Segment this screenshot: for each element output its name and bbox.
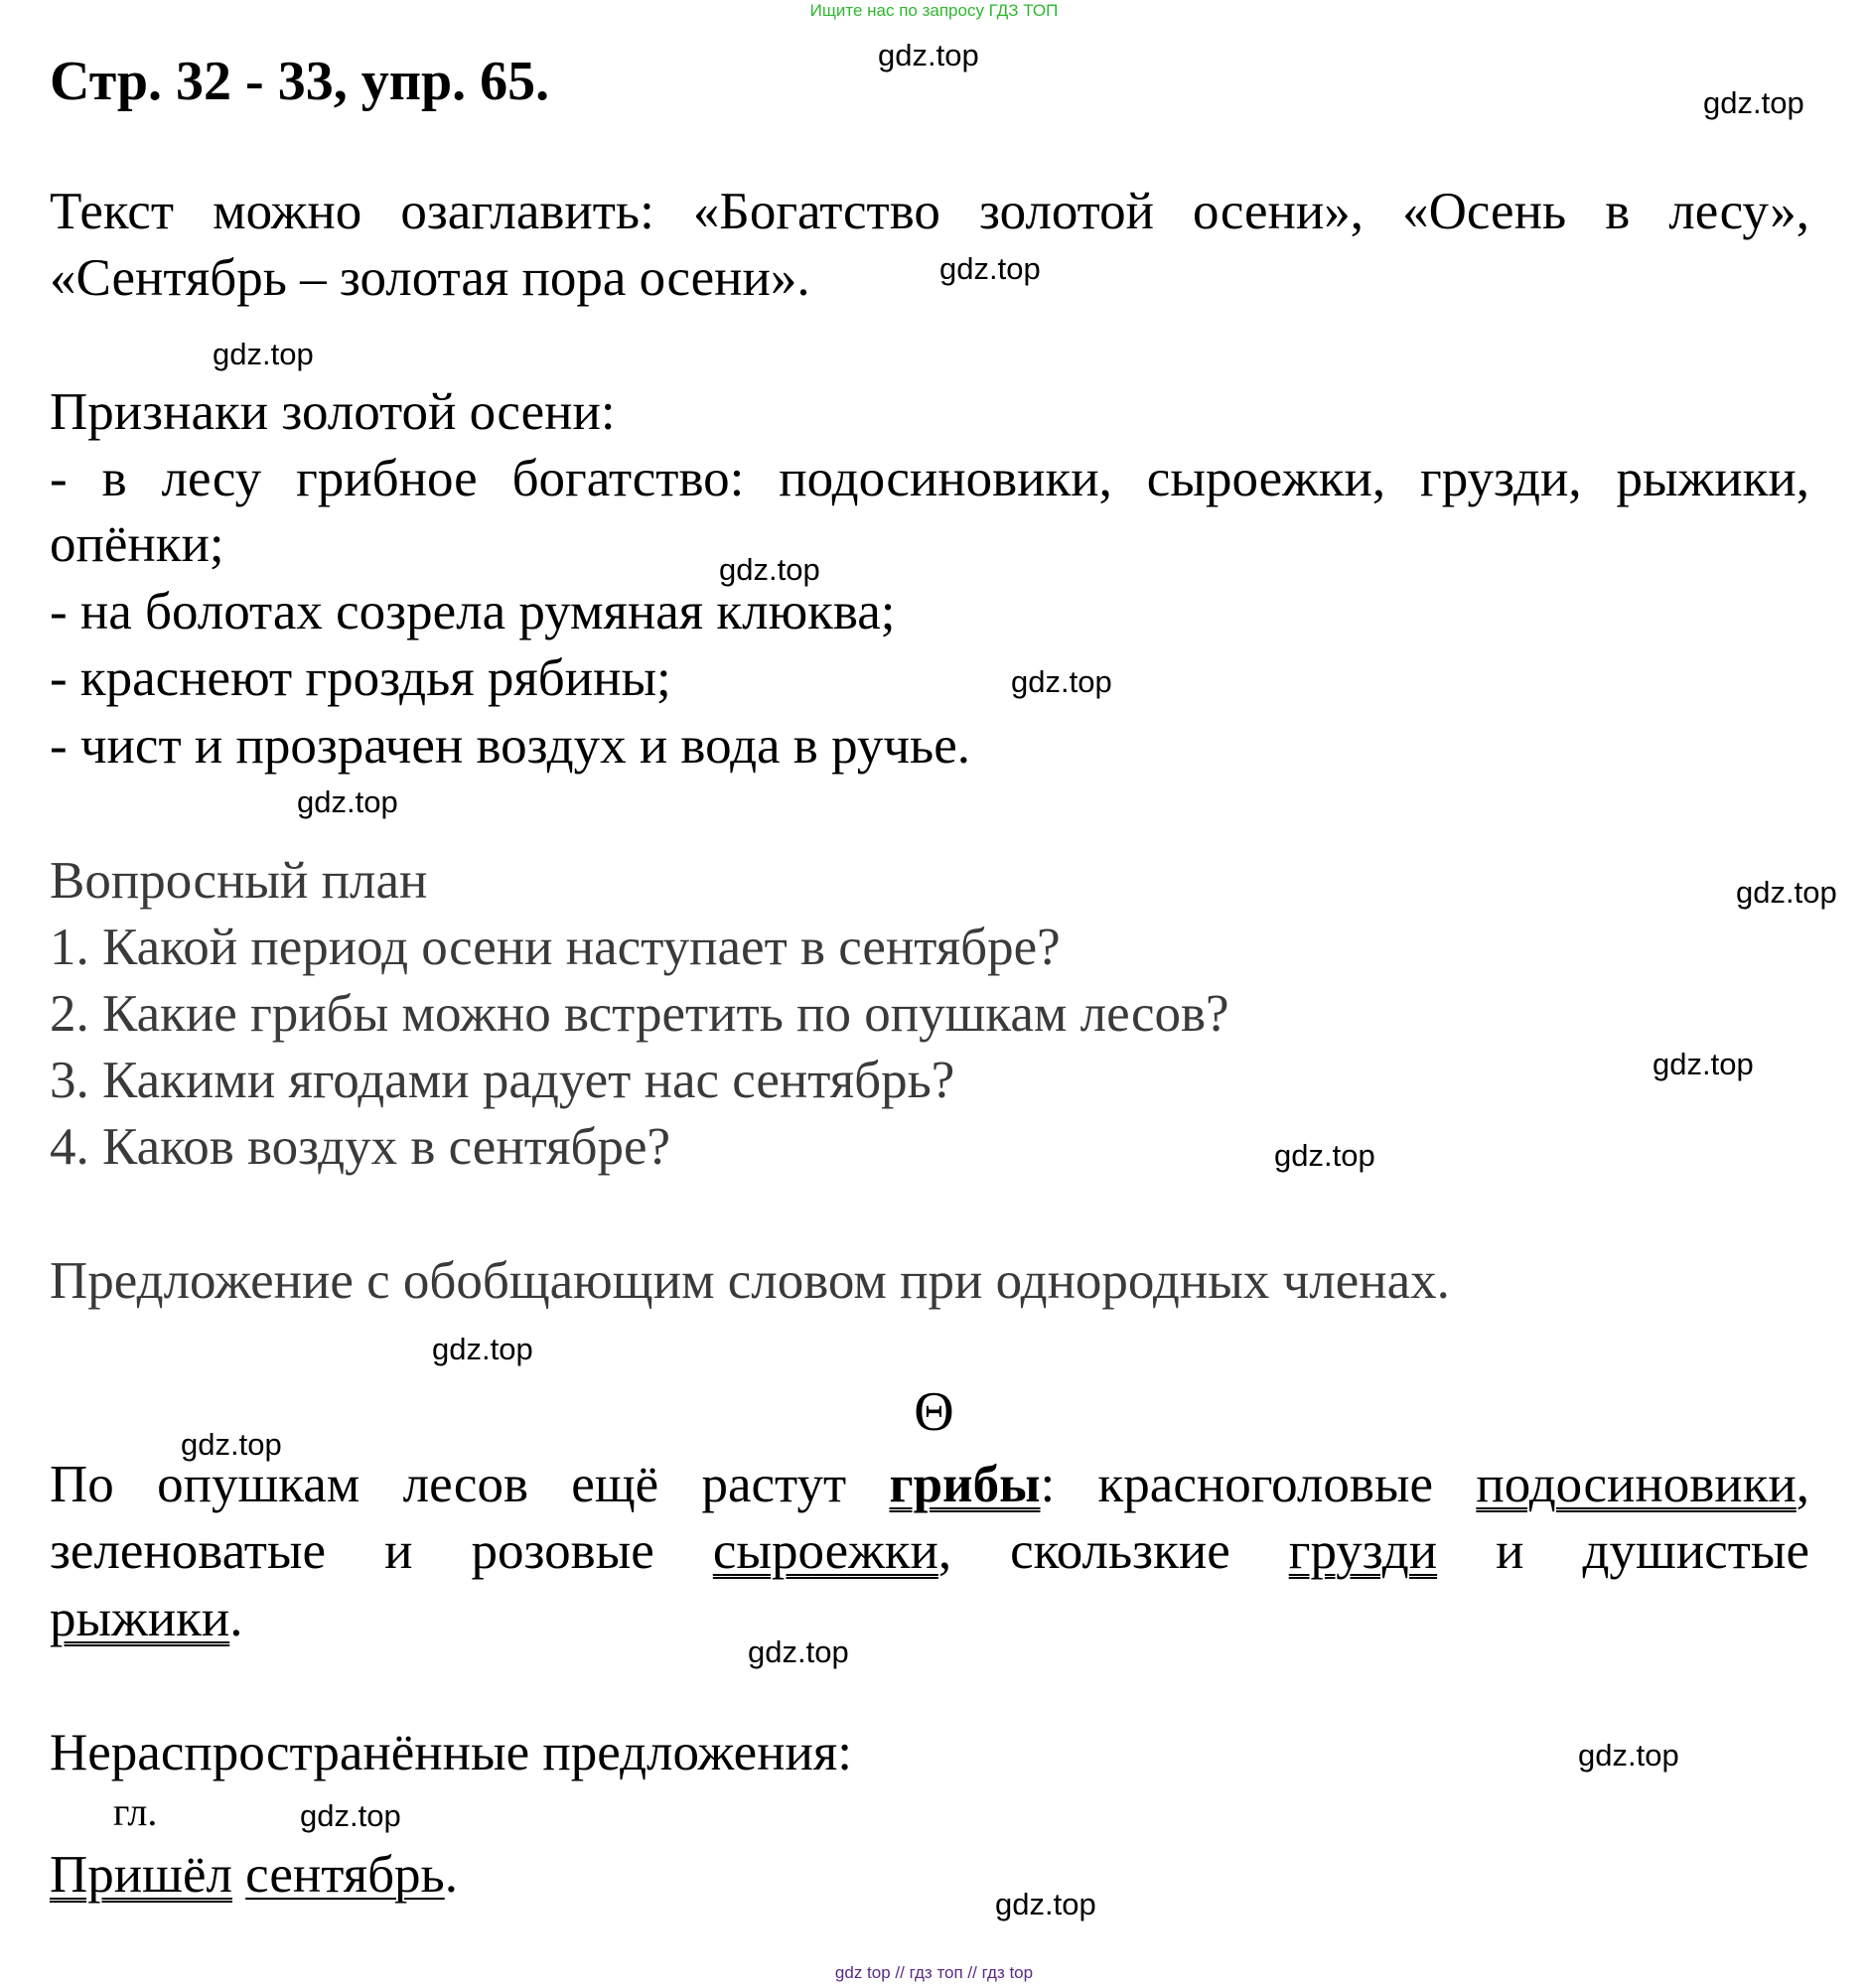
watermark: gdz.top	[939, 251, 1041, 286]
watermark: gdz.top	[1652, 1047, 1754, 1081]
plan-question-3: 3. Какими ягодами радует нас сентябрь?	[50, 1052, 955, 1109]
signs-item-1: - в лесу грибное богатство: подосиновики, сыроежки, грузди, рыжики,	[50, 450, 1809, 507]
plan-question-2: 2. Какие грибы можно встретить по опушкам лесов?	[50, 985, 1229, 1043]
watermark: gdz.top	[297, 784, 398, 819]
watermark: gdz.top	[1703, 85, 1804, 120]
watermark: gdz.top	[748, 1634, 849, 1669]
sentence-end: .	[444, 1846, 458, 1904]
signs-heading: Признаки золотой осени:	[50, 383, 616, 441]
watermark: gdz.top	[1736, 875, 1837, 910]
page-title: Стр. 32 - 33, упр. 65.	[50, 51, 550, 112]
sentence-line-3	[50, 1586, 242, 1652]
sentence-text: и душистые	[1496, 1522, 1809, 1580]
plan-question-4: 4. Каков воздух в сентябре?	[50, 1118, 671, 1176]
sentence-text: зеленоватые и розовые	[50, 1522, 654, 1580]
signs-item-2: - на болотах созрела румяная клюква;	[50, 583, 896, 640]
signs-item-3: - краснеют гроздья рябины;	[50, 649, 671, 707]
sentence-line-2	[50, 1518, 1809, 1585]
signs-item-1-cont: опёнки;	[50, 515, 224, 573]
homogeneous-member: грузди	[1288, 1522, 1438, 1580]
watermark: gdz.top	[300, 1798, 401, 1833]
generalizing-word: грибы	[889, 1456, 1041, 1513]
homogeneous-member: рыжики	[50, 1590, 230, 1647]
verb-label: гл.	[113, 1789, 158, 1834]
predicate-word: Пришёл	[50, 1846, 232, 1904]
titles-line-2: «Сентябрь – золотая пора осени».	[50, 249, 810, 307]
sentence-line-1	[50, 1452, 1809, 1518]
sentence-text: По опушкам лесов ещё растут	[50, 1456, 847, 1513]
plan-heading: Вопросный план	[50, 852, 428, 910]
homogeneous-member: подосиновики	[1476, 1456, 1796, 1513]
simple-heading: Нераспространённые предложения:	[50, 1724, 852, 1781]
sentence-text: ,	[1796, 1456, 1809, 1513]
homogeneous-member: сыроежки	[712, 1522, 938, 1580]
plan-question-1: 1. Какой период осени наступает в сентябре?	[50, 919, 1061, 976]
watermark: gdz.top	[995, 1887, 1096, 1921]
sentence-text: : красноголовые	[1040, 1456, 1434, 1513]
watermark: gdz.top	[432, 1332, 533, 1366]
watermark: gdz.top	[181, 1427, 282, 1462]
subject-word: сентябрь	[245, 1846, 445, 1904]
search-hint: Ищите нас по запросу ГДЗ ТОП	[809, 1, 1059, 20]
sentence-text: , скользкие	[937, 1522, 1230, 1580]
generalizing-symbol: Θ	[914, 1381, 954, 1443]
watermark: gdz.top	[1578, 1738, 1679, 1773]
simple-sentence	[50, 1842, 458, 1909]
footer-note: gdz top // гдз топ // гдз top	[834, 1963, 1034, 1982]
watermark: gdz.top	[1274, 1138, 1375, 1173]
sentence-text: .	[229, 1590, 243, 1647]
generalizing-heading: Предложение с обобщающим словом при однородных членах.	[50, 1252, 1450, 1310]
watermark: gdz.top	[878, 38, 979, 72]
watermark: gdz.top	[719, 552, 820, 587]
titles-line-1: Текст можно озаглавить: «Богатство золотой осени», «Осень в лесу»,	[50, 183, 1809, 240]
signs-item-4: - чист и прозрачен воздух и вода в ручье.	[50, 717, 970, 775]
watermark: gdz.top	[1011, 664, 1112, 699]
watermark: gdz.top	[213, 337, 314, 371]
